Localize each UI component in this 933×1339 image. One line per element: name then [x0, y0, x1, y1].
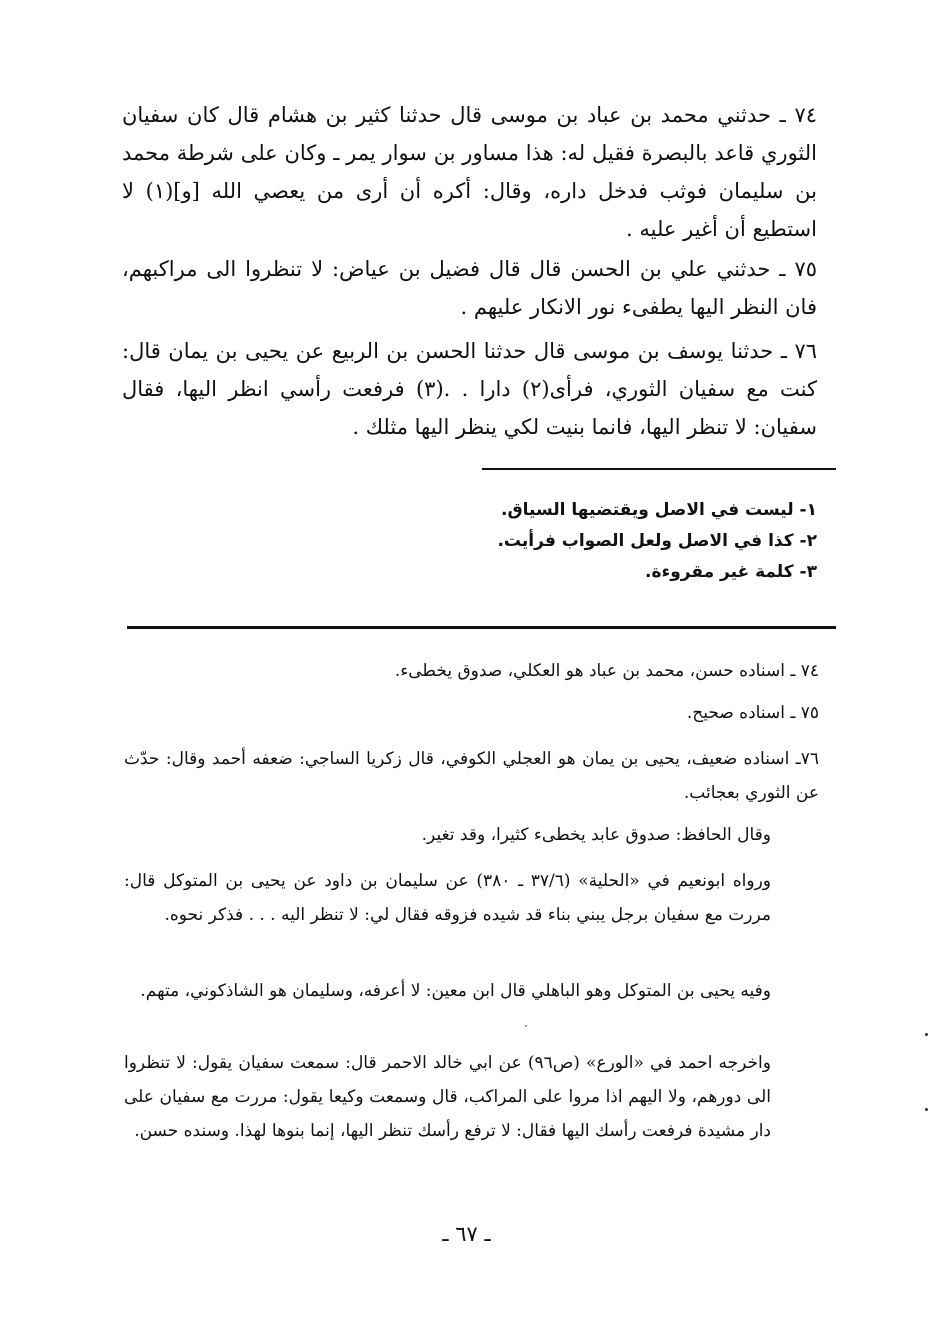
footnotes [397, 495, 817, 588]
footnote-2: ٢- كذا في الاصل ولعل الصواب فرأيت. [497, 531, 817, 551]
commentary-76-e [124, 1046, 819, 1148]
commentary-74 [124, 654, 819, 688]
commentary-line-76-c: ورواه ابونعيم في «الحلية» (٣٧/٦ ـ ٣٨٠) عن سليمان بن داود عن يحيى بن المتوكل قال: مررت مع سفيان برجل يبني بناء قد شيده فزوقه فقال لي: لا تنظر اليه . . . فذكر نحوه. [124, 871, 771, 925]
commentary-line-76-a: ٧٦ـ اسناده ضعيف، يحيى بن يمان هو العجلي الكوفي، قال زكريا الساجي: ضعفه أحمد وقال: حدّث عن الثوري بعجائب. [124, 749, 819, 803]
commentary-76-b [124, 818, 819, 852]
scan-speck [525, 1025, 527, 1027]
footnote-3: ٣- كلمة غير مقروءة. [645, 562, 817, 582]
narration-75: ٧٥ ـ حدثني علي بن الحسن قال قال فضيل بن عياض: لا تنظروا الى مراكبهم، فان النظر اليها يطفىء نور الانكار عليهم . [122, 257, 817, 319]
commentary-76-d [124, 974, 819, 1008]
narration-74: ٧٤ ـ حدثني محمد بن عباد بن موسى قال حدثنا كثير بن هشام قال كان سفيان الثوري قاعد بالبصرة فقيل له: هذا مساور بن سوار يمر ـ وكان على شرطة محمد بن سليمان فوثب فدخل داره، وقال: أكره أن أرى من يعصي الله [و](١) لا استطيع أن أغير عليه . [122, 103, 817, 241]
scan-speck [925, 1108, 928, 1111]
main-text-75 [122, 250, 817, 326]
footnote-1: ١- ليست في الاصل ويقتضيها السياق. [501, 500, 817, 520]
commentary-line-75: ٧٥ ـ اسناده صحيح. [686, 703, 819, 723]
main-text [122, 96, 817, 248]
commentary-75 [124, 696, 819, 730]
footnote-separator [482, 468, 836, 470]
main-text-76 [122, 332, 817, 446]
narration-76: ٧٦ ـ حدثنا يوسف بن موسى قال حدثنا الحسن بن الربيع عن يحيى بن يمان قال: كنت مع سفيان الثوري، فرأى(٢) دارا . .(٣) فرفعت رأسي انظر اليها، فقال سفيان: لا تنظر اليها، فانما بنيت لكي ينظر اليها مثلك . [122, 339, 818, 439]
commentary-76-c [124, 864, 819, 932]
commentary-line-74: ٧٤ ـ اسناده حسن، محمد بن عباد هو العكلي، صدوق يخطىء. [394, 661, 819, 681]
commentary-separator [127, 626, 836, 629]
commentary-line-76-e: واخرجه احمد في «الورع» (ص٩٦) عن ابي خالد الاحمر قال: سمعت سفيان يقول: لا تنظروا الى دورهم، ولا اليهم اذا مروا على المراكب، قال وسمعت وكيعا يقول: مررت مع سفيان على دار مشيدة فرفعت رأسك اليها فقال: لا ترفع رأسك تنظر اليها، إنما بنوها لهذا. وسنده حسن. [124, 1053, 771, 1141]
commentary-76-a [124, 742, 819, 810]
page-number: ـ ٦٧ ـ [442, 1222, 491, 1246]
scan-speck [925, 1033, 928, 1036]
commentary-line-76-b: وقال الحافظ: صدوق عابد يخطىء كثيرا، وقد تغير. [421, 825, 771, 845]
commentary-line-76-d: وفيه يحيى بن المتوكل وهو الباهلي قال ابن معين: لا أعرفه، وسليمان هو الشاذكوني، متهم. [140, 981, 771, 1001]
